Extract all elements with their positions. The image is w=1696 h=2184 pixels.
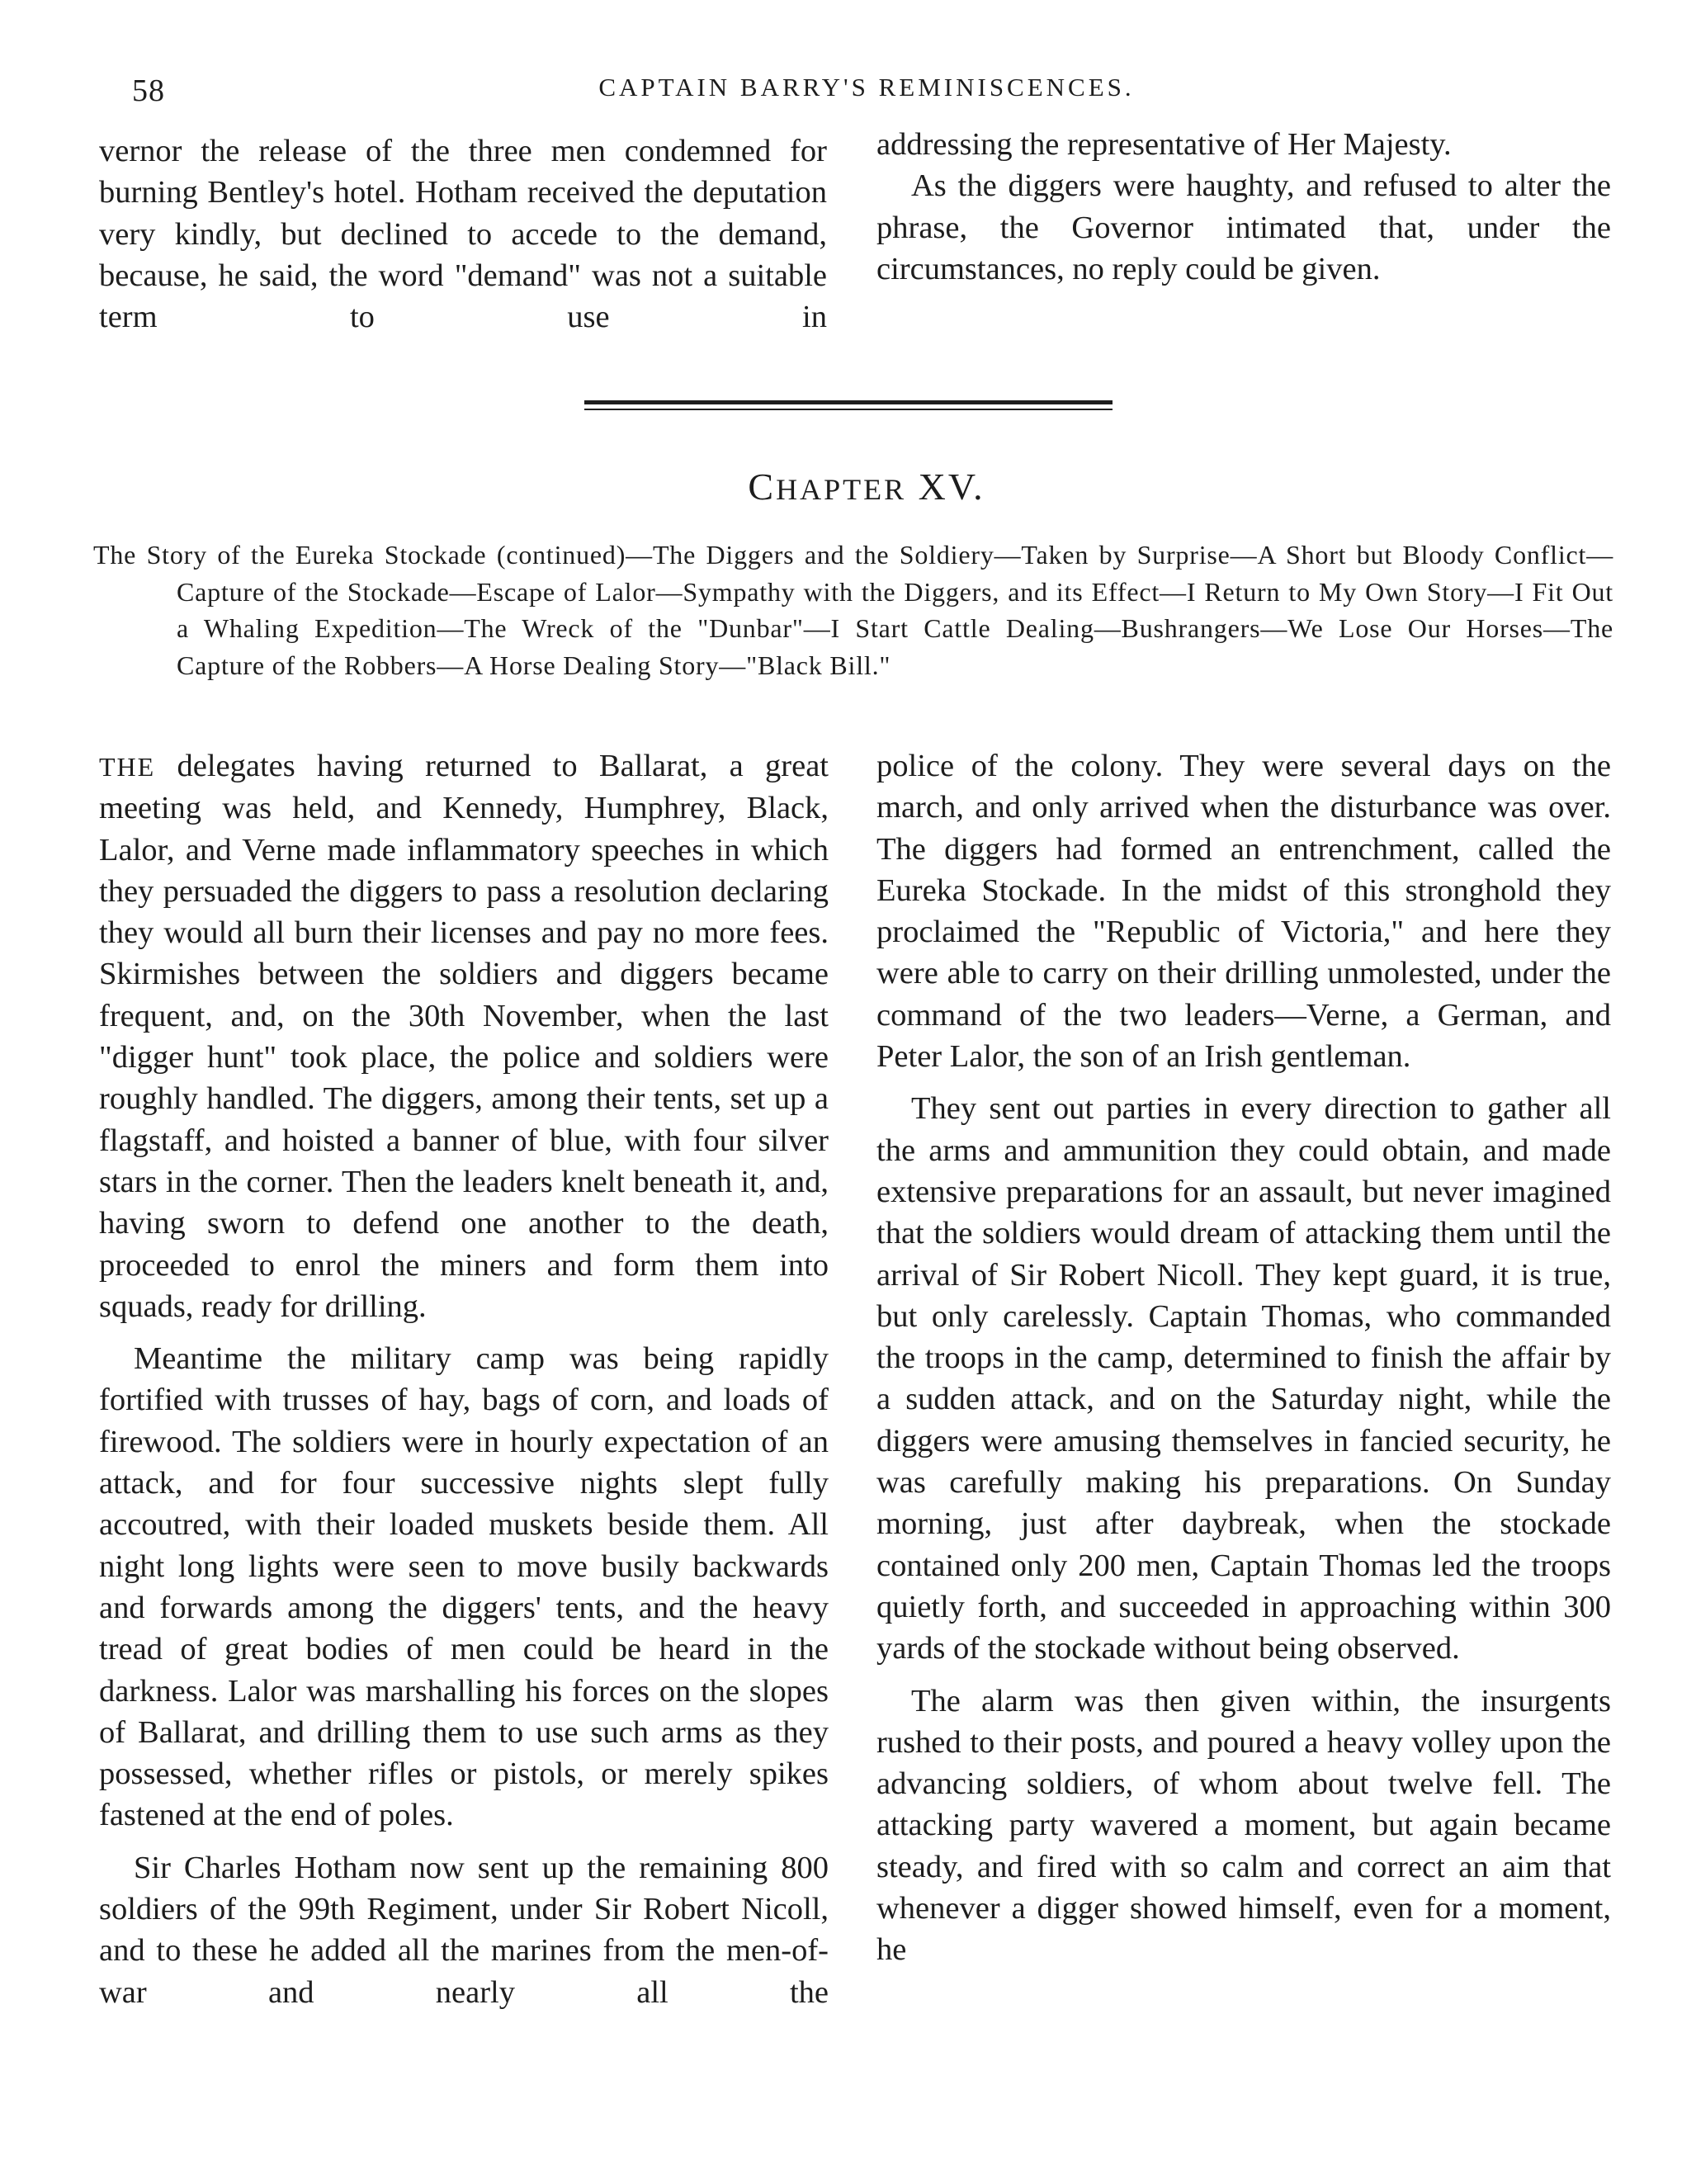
chapter-title — [495, 465, 1238, 508]
page-number: 58 — [132, 73, 165, 108]
paragraph-text: delegates having returned to Ballarat, a great meeting was held, and Kennedy, Humphrey, Black, Lalor, and Verne made inflammatory speeches in which they persuaded the diggers to pass a resolution declaring they would all burn their licenses and pay no more fees. Skirmishes between the soldiers and diggers became frequent, and, on the 30th November, when the last "digger hunt" took place, the police and soldiers were roughly handled. The diggers, among their tents, set up a flagstaff, and hoisted a banner of blue, with four silver stars in the corner. Then the leaders knelt beneath it, and, having sworn to defend one another to the death, proceeded to enrol the miners and form them into squads, ready for drilling. — [99, 749, 829, 1324]
left-column — [99, 745, 829, 2013]
running-head: CAPTAIN BARRY'S REMINISCENCES. — [598, 73, 1135, 102]
paragraph — [99, 745, 829, 1327]
chapter-summary: The Story of the Eureka Stockade (continued)—The Diggers and the Soldiery—Taken by Surprise—A Short but Bloody Conflict—Capture of the Stockade—Escape of Lalor—Sympathy with the Diggers, and its Effect—I Return to My Own Story—I Fit Out a Whaling Expedition—The Wreck of the "Dunbar"—I Start Cattle Dealing—Bushrangers—We Lose Our Horses—The Capture of the Robbers—A Horse Dealing Story—"Black Bill." — [93, 540, 1613, 680]
top-left-column — [99, 130, 827, 338]
paragraph: They sent out parties in every direction to gather all the arms and ammunition they could obtain, and made extensive preparations for an assault, but never imagined that the soldiers would dream of attacking them until the arrival of Sir Robert Nicoll. They kept guard, it is true, but only carelessly. Captain Thomas, who commanded the troops in the camp, determined to finish the affair by a sudden attack, and on the Saturday night, while the diggers were amusing themselves in fancied security, he was carefully making his preparations. On Sunday morning, just after daybreak, when the stockade contained only 200 men, Captain Thomas led the troops quietly forth, and succeeded in approaching within 300 yards of the stockade without being observed. — [876, 1091, 1611, 1666]
paragraph: police of the colony. They were several days on the march, and only arrived when the disturbance was over. The diggers had formed an entrenchment, called the Eureka Stockade. In the midst of this stronghold they proclaimed the "Republic of Victoria," and here they were able to carry on their drilling unmolested, under the command of the two leaders—Verne, a German, and Peter Lalor, the son of an Irish gentleman. — [876, 749, 1611, 1075]
paragraph: addressing the representative of Her Majesty. — [876, 127, 1452, 162]
chapter-divider-rule — [584, 400, 1113, 410]
paragraph: Sir Charles Hotham now sent up the remaining 800 soldiers of the 99th Regiment, under Sir Robert Nicoll, and to these he added all the marines from the men-of-war and nearly all the — [99, 1850, 829, 2010]
top-right-column — [876, 124, 1611, 290]
paragraph: As the diggers were haughty, and refused to alter the phrase, the Governor intimated that, under the circumstances, no reply could be given. — [876, 168, 1611, 286]
opening-word: THE — [99, 752, 156, 782]
right-column — [876, 745, 1611, 1971]
paragraph: The alarm was then given within, the insurgents rushed to their posts, and poured a heavy volley upon the advancing soldiers, of whom about twelve fell. The attacking party wavered a moment, but again became steady, and fired with so calm and correct an aim that whenever a digger showed himself, even for a moment, he — [876, 1683, 1611, 1968]
chapter-title-small-caps: HAPTER — [776, 473, 907, 506]
chapter-title-initial: C — [748, 466, 777, 508]
chapter-number: XV. — [918, 466, 985, 508]
paragraph: Meantime the military camp was being rapidly fortified with trusses of hay, bags of corn, and loads of firewood. The soldiers were in hourly expectation of an attack, and for four successive nights slept fully accoutred, with their loaded muskets beside them. All night long lights were seen to move busily backwards and forwards among the diggers' tents, and the heavy tread of great bodies of men could be heard in the darkness. Lalor was marshalling his forces on the slopes of Ballarat, and drilling them to use such arms as they possessed, whether rifles or pistols, or merely spikes fastened at the end of poles. — [99, 1341, 829, 1833]
paragraph: vernor the release of the three men condemned for burning Bentley's hotel. Hotham received the deputation very kindly, but declined to accede to the demand, because, he said, the word "demand" was not a suitable term to use in — [99, 134, 827, 335]
